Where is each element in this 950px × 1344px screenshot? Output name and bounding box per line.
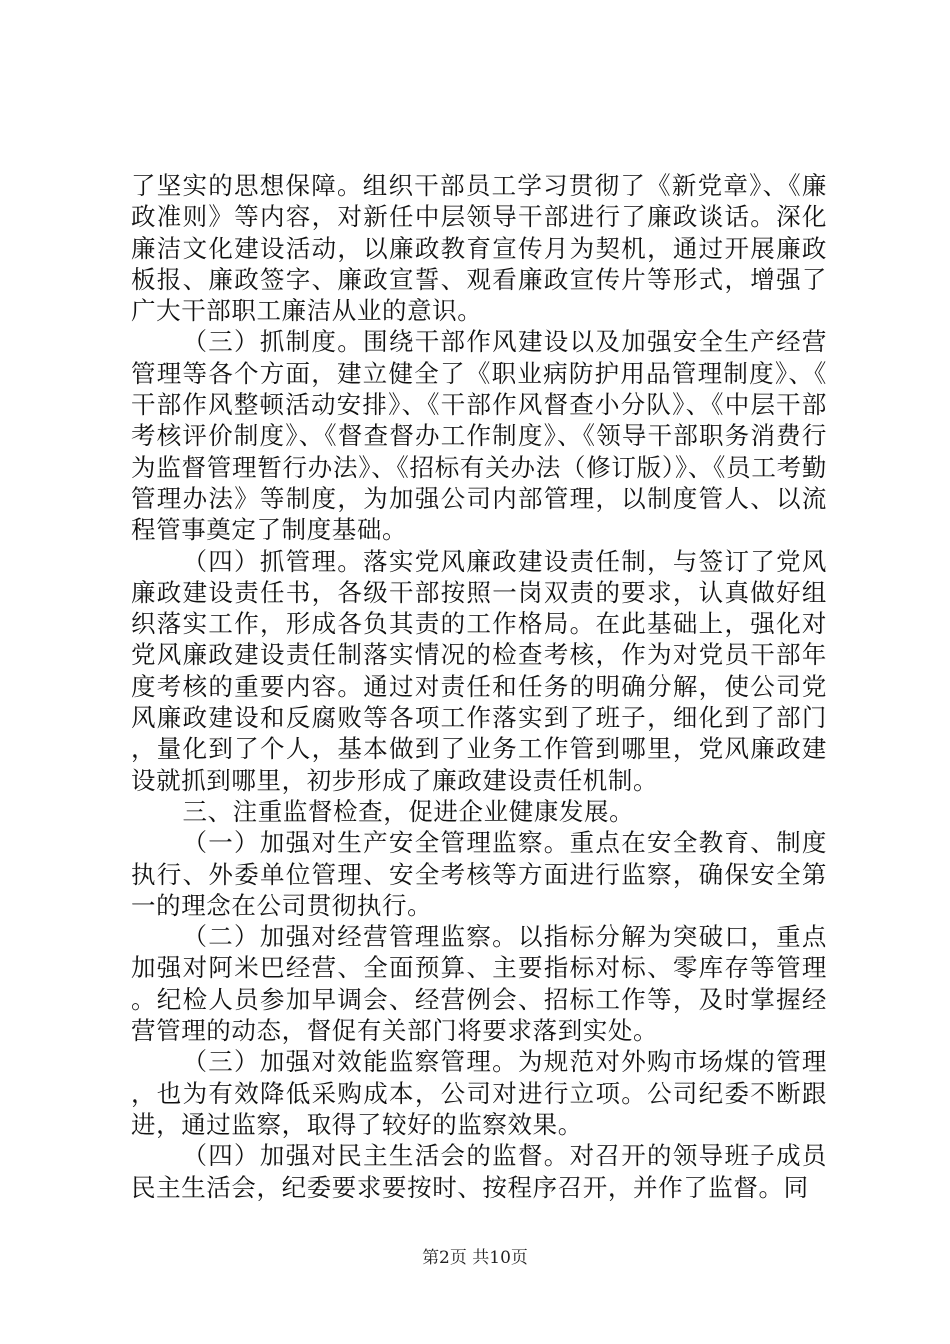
paragraph-management: （四）抓管理。落实党风廉政建设责任制，与签订了党风廉政建设责任书，各级干部按照一岗双责的要求，认真做好组织落实工作，形成各负其责的工作格局。在此基础上，强化对党风廉政建设责任制落实情况的检查考核，作为对党员干部年度考核的重要内容。通过对责任和任务的明确分解，使公司党风廉政建设和反腐败等各项工作落实到了班子，细化到了部门，量化到了个人，基本做到了业务工作管到哪里，党风廉政建设就抓到哪里，初步形成了廉政建设责任机制。 [131,546,827,795]
paragraph-efficiency-supervision: （三）加强对效能监察管理。为规范对外购市场煤的管理，也为有效降低采购成本，公司对进行立项。公司纪委不断跟进，通过监察，取得了较好的监察效果。 [131,1047,827,1139]
paragraph-operations-supervision: （二）加强对经营管理监察。以指标分解为突破口，重点加强对阿米巴经营、全面预算、主要指标对标、零库存等管理。纪检人员参加早调会、经营例会、招标工作等，及时掌握经营管理的动态，督促有关部门将要求落到实处。 [131,922,827,1046]
page-number-footer: 第2页 共10页 [422,1248,528,1268]
document-body [131,170,827,1203]
paragraph-democratic-meeting: （四）加强对民主生活会的监督。对召开的领导班子成员民主生活会，纪委要求要按时、按程序召开，并作了监督。同 [131,1141,827,1202]
section-heading-supervision: 三、注重监督检查，促进企业健康发展。 [182,796,635,826]
paragraph-continuation: 了坚实的思想保障。组织干部员工学习贯彻了《新党章》、《廉政准则》等内容，对新任中层领导干部进行了廉政谈话。深化廉洁文化建设活动，以廉政教育宣传月为契机，通过开展廉政板报、廉政签字、廉政宣誓、观看廉政宣传片等形式，增强了广大干部职工廉洁从业的意识。 [131,171,827,326]
paragraph-safety-supervision: （一）加强对生产安全管理监察。重点在安全教育、制度执行、外委单位管理、安全考核等方面进行监察，确保安全第一的理念在公司贯彻执行。 [131,828,827,920]
paragraph-institution: （三）抓制度。围绕干部作风建设以及加强安全生产经营管理等各个方面，建立健全了《职业病防护用品管理制度》、《干部作风整顿活动安排》、《干部作风督查小分队》、《中层干部考核评价制度》、《督查督办工作制度》、《领导干部职务消费行为监督管理暂行办法》、《招标有关办法（修订版）》、《员工考勤管理办法》等制度，为加强公司内部管理，以制度管人、以流程管事奠定了制度基础。 [131,327,827,545]
